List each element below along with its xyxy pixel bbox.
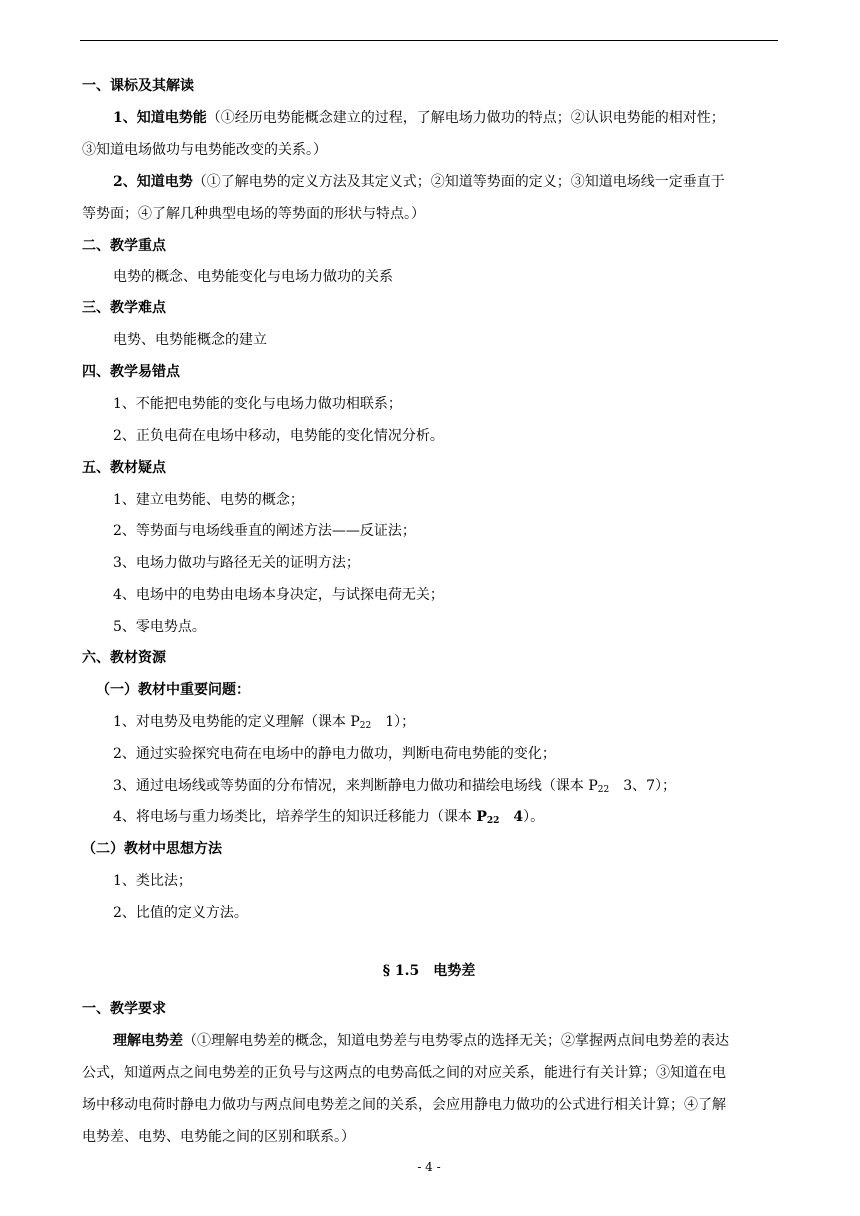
list-item: 2、通过实验探究电荷在电场中的静电力做功，判断电荷电势能的变化； — [113, 746, 556, 762]
list-item — [113, 807, 778, 827]
list-item: 1、建立电势能、电势的概念； — [113, 492, 304, 508]
header-rule — [80, 40, 778, 41]
item-text: ）。 — [523, 809, 545, 825]
paragraph-2-line-2: 等势面；④了解几种典型电场的等势面的形状与特点。） — [82, 206, 425, 222]
section-heading-6: 六、教材资源 — [82, 650, 166, 666]
subsection-heading-1: （一）教材中重要问题： — [96, 682, 250, 698]
list-item: 4、电场中的电势由电场本身决定，与试探电荷无关； — [113, 587, 444, 603]
item-text: 3、7）； — [609, 778, 677, 794]
requirement-rest: （①理解电势差的概念，知道电势差与电势零点的选择无关；②掌握两点间电势差的表达 — [183, 1033, 729, 1049]
item-text: 3、通过电场线或等势面的分布情况，来判断静电力做功和描绘电场线（课本 P — [113, 778, 598, 794]
item-text: 4、将电场与重力场类比，培养学生的知识迁移能力（课本 — [113, 809, 477, 825]
section-heading-1: 一、课标及其解读 — [82, 78, 194, 94]
list-item: 2、等势面与电场线垂直的阐述方法——反证法； — [113, 523, 416, 539]
paragraph-1-line-2: ③知道电场做功与电势能改变的关系。） — [82, 142, 327, 158]
paragraph-2-line-1 — [113, 172, 778, 192]
requirement-line-1 — [113, 1031, 778, 1051]
section-heading-4: 四、教学易错点 — [82, 364, 180, 380]
list-item: 3、电场力做功与路径无关的证明方法； — [113, 555, 360, 571]
list-item — [113, 712, 778, 732]
subsection-heading-2: （二）教材中思想方法 — [82, 841, 222, 857]
list-item: 5、零电势点。 — [113, 619, 206, 635]
page-subscript: 22 — [486, 816, 500, 826]
item-text-bold: P — [476, 809, 487, 825]
item-text: 1、对电势及电势能的定义理解（课本 P — [113, 714, 360, 730]
page-subscript: 22 — [597, 785, 610, 795]
section-3-text: 电势、电势能概念的建立 — [113, 332, 267, 348]
list-item — [113, 776, 778, 796]
requirement-line-2: 公式，知道两点之间电势差的正负号与这两点的电势高低之间的对应关系，能进行有关计算；③知道在电 — [82, 1065, 726, 1081]
paragraph-1-lead: 1、知道电势能 — [113, 110, 207, 126]
section-heading-7: 一、教学要求 — [82, 1001, 166, 1017]
paragraph-1-line-1 — [113, 108, 778, 128]
section-2-text: 电势的概念、电势能变化与电场力做功的关系 — [113, 269, 393, 285]
item-text-bold: 4 — [499, 809, 524, 825]
list-item: 1、类比法； — [113, 873, 192, 889]
item-text: 1）； — [371, 714, 416, 730]
requirement-line-3: 场中移动电荷时静电力做功与两点间电势差之间的关系，会应用静电力做功的公式进行相关计算；④了解 — [82, 1097, 726, 1113]
paragraph-2-rest: （①了解电势的定义方法及其定义式；②知道等势面的定义；③知道电场线一定垂直于 — [192, 174, 725, 190]
section-heading-5: 五、教材疑点 — [82, 460, 166, 476]
page-subscript: 22 — [359, 721, 372, 731]
list-item: 1、不能把电势能的变化与电场力做功相联系； — [113, 396, 402, 412]
page-number: - 4 - — [417, 1160, 441, 1174]
section-heading-2: 二、教学重点 — [82, 238, 166, 254]
list-item: 2、正负电荷在电场中移动，电势能的变化情况分析。 — [113, 428, 444, 444]
list-item: 2、比值的定义方法。 — [113, 905, 248, 921]
section-title: § 1.5 电势差 — [382, 963, 476, 979]
paragraph-1-rest: （①经历电势能概念建立的过程，了解电场力做功的特点；②认识电势能的相对性； — [206, 110, 725, 126]
paragraph-2-lead: 2、知道电势 — [113, 174, 193, 190]
requirement-line-4: 电势差、电势、电势能之间的区别和联系。） — [82, 1129, 355, 1145]
section-heading-3: 三、教学难点 — [82, 300, 166, 316]
requirement-lead: 理解电势差 — [113, 1033, 183, 1049]
